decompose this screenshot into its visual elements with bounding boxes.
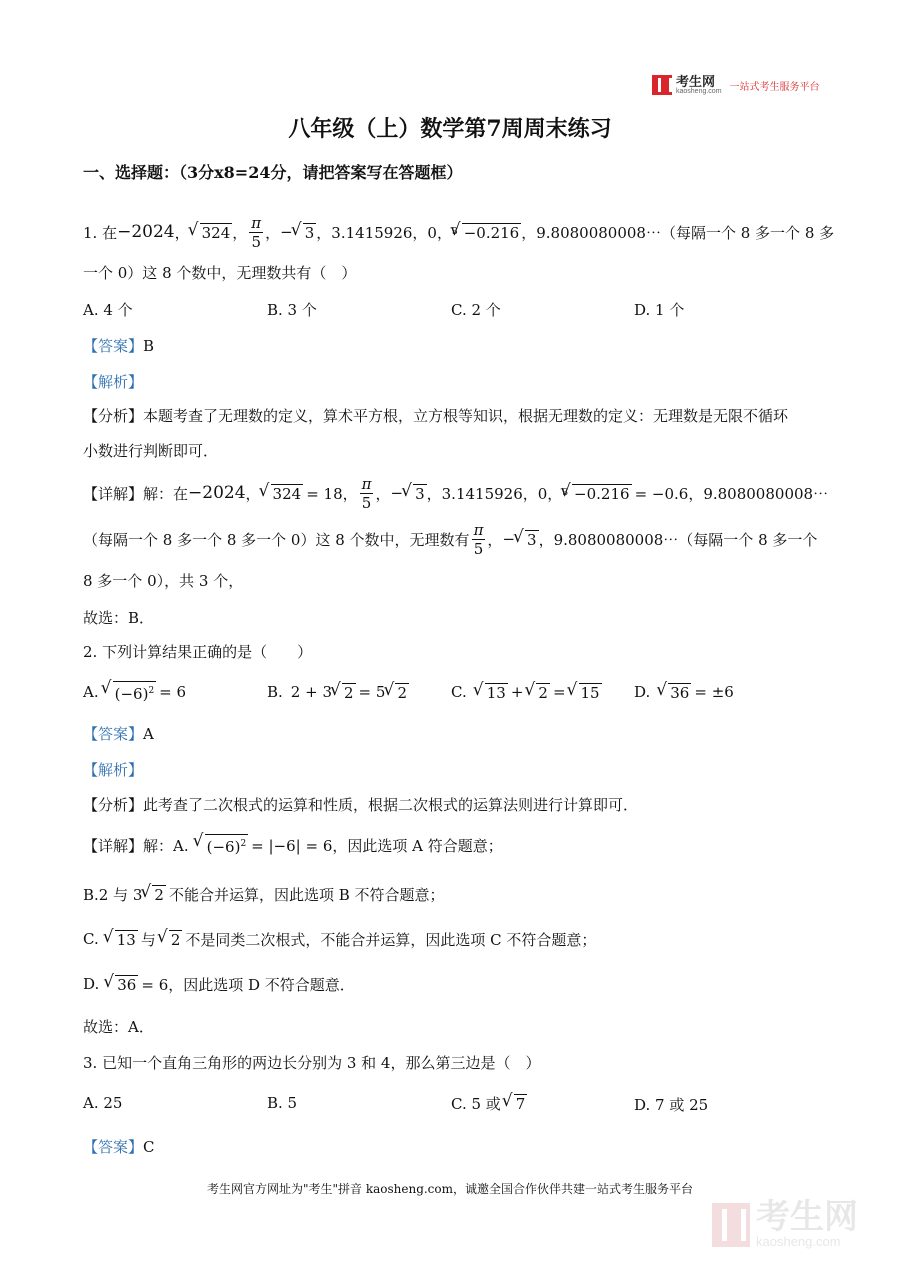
q2-option-c: C. √ 13 + √ 2 = √ 15 — [451, 676, 602, 708]
page-footer: 考生网官方网址为"考生"拼音 kaosheng.com，诚邀全国合作伙伴共建一站式考生服务平台 — [206, 1182, 694, 1196]
q1-stem-line1: 1. 在 −2024 ， √ 324 ， $\frac{\pi}{5}$ ， − √ 3 ， 3.1415926，0， 3 √ −0.216 ， 9.8080080008⋯（每隔一个 8 多一个 8 多 — [83, 205, 834, 259]
q2-option-a: A. √ $(-6)^2$ = 6 — [83, 676, 186, 708]
section-heading: 一、选择题：（3分x8=24分，请把答案写在答题框） — [83, 163, 463, 182]
q3-stem: 3. 已知一个直角三角形的两边长分别为 3 和 4，那么第三边是（ ） — [83, 1054, 541, 1072]
q3-answer: 【答案】C — [83, 1138, 155, 1156]
cbrt-neg-0216: √ −0.216 — [452, 223, 522, 242]
q2-detail-c: C. √ 13 与 √ 2 不是同类二次根式，不能合并运算，因此选项 C 不符合题意； — [83, 925, 596, 953]
q2-analysis-tag: 【解析】 — [83, 761, 144, 779]
watermark — [712, 1200, 858, 1249]
q1-detail-line3: 8 多一个 0），共 3 个， — [83, 572, 244, 590]
q1-stem-line2: 一个 0）这 8 个数中，无理数共有（ ） — [83, 264, 357, 282]
q2-detail-a: 【详解】解：A. √ $(-6)^2$ = |−6| = 6，因此选项 A 符合题意； — [83, 828, 503, 862]
sqrt-3: √ 3 — [293, 223, 317, 242]
q1-detail-line1: 【详解】解：在 −2024 ， √ 324 = 18， $\frac{\pi}{5}$ ， − √ 3 ， 3.1415926，0， 3 √ −0.216 = −0.6，9.8080080008⋯ — [83, 470, 828, 516]
q2-answer: 【答案】A — [83, 725, 154, 743]
q2-choose: 故选：A． — [83, 1018, 154, 1036]
q3-option-d: D. 7 或 25 — [634, 1096, 709, 1114]
q1-fenxi-line1: 【分析】本题考查了无理数的定义，算术平方根，立方根等知识，根据无理数的定义：无理数是无限不循环 — [83, 407, 789, 425]
q1-fenxi-line2: 小数进行判断即可． — [83, 442, 219, 460]
brand-url: kaosheng.com — [676, 87, 722, 95]
sqrt-324: √ 324 — [190, 223, 233, 242]
q2-stem: 2. 下列计算结果正确的是（ ） — [83, 643, 313, 661]
q1-option-b: B. 3 个 — [267, 301, 317, 319]
q3-option-c: C. 5 或 √ 7 — [451, 1090, 527, 1116]
q1-option-a: A. 4 个 — [83, 301, 133, 319]
q3-option-b: B. 5 — [267, 1094, 298, 1112]
q2-fenxi: 【分析】此考查了二次根式的运算和性质，根据二次根式的运算法则进行计算即可． — [83, 796, 639, 814]
q2-option-d: D. √ 36 = ±6 — [634, 676, 734, 708]
fraction-pi-5: $\frac{\pi}{5}$ — [251, 213, 262, 251]
brand-name: 考生网 — [676, 73, 716, 89]
q2-option-b: B. 2 + 3 √ 2 = 5 √ 2 — [267, 676, 409, 708]
q1-choose: 故选：B． — [83, 609, 155, 627]
q1-analysis-tag: 【解析】 — [83, 373, 144, 391]
watermark-url: kaosheng.com — [756, 1234, 841, 1249]
q1-answer: 【答案】B — [83, 337, 155, 355]
page-title: 八年级（上）数学第7周周末练习 — [288, 116, 612, 142]
brand-mark-icon — [652, 75, 672, 95]
q3-option-a: A. 25 — [83, 1094, 123, 1112]
q2-detail-b: B.2 与 3 √ 2 不能合并运算，因此选项 B 不符合题意； — [83, 880, 445, 908]
q1-detail-line2: （每隔一个 8 多一个 8 多一个 0）这 8 个数中，无理数有 $\frac{\pi}{5}$ ， − √ 3 ，9.8080080008⋯（每隔一个 8 多一个 — [83, 516, 817, 562]
q1-option-c: C. 2 个 — [451, 301, 501, 319]
watermark-text: 考生网 — [756, 1198, 858, 1236]
brand-slogan: 一站式考生服务平台 — [729, 81, 820, 93]
q1-option-d: D. 1 个 — [634, 301, 685, 319]
watermark-mark-icon — [712, 1203, 750, 1247]
brand-logo — [652, 75, 820, 95]
q2-detail-d: D. √ 36 = 6，因此选项 D 不符合题意． — [83, 970, 355, 998]
